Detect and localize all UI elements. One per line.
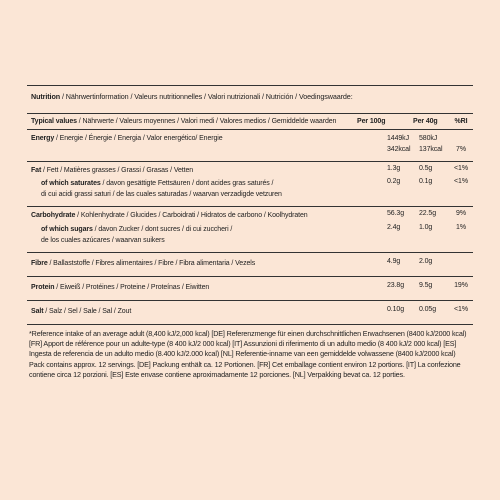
- saturates-label-bold: of which saturates: [41, 180, 101, 187]
- fat-label-rest: / Fett / Matières grasses / Grassi / Grasas / Vetten: [41, 167, 194, 174]
- servings-note: Pack contains approx. 12 servings. [DE] Packung enthält ca. 12 Portionen. [FR] Cet emballage contient environ 12 portions. [IT] La confezione contiene circa 12 porzioni. [ES] Este envase contiene aproximadamente 12 porciones. [NL] Verpakking bevat ca. 12 porties.: [29, 360, 461, 380]
- energy-kj-per100: 1449kJ: [387, 135, 409, 142]
- fibre-label: [27, 253, 353, 277]
- table-header-row: [27, 114, 473, 130]
- fibre-label-bold: Fibre: [31, 260, 48, 267]
- fat-label: [27, 162, 353, 177]
- fat-per40: 0.5g: [419, 165, 433, 172]
- fibre-label-rest: / Ballaststoffe / Fibres alimentaires / Fibre / Fibra alimentaria / Vezels: [47, 260, 256, 267]
- carbohydrate-label: [27, 207, 353, 222]
- carbohydrate-per40: 22.5g: [419, 210, 437, 217]
- table-row-fibre: [27, 253, 473, 277]
- typical-values-header: [27, 114, 353, 130]
- sugars-per100: 2.4g: [353, 221, 409, 253]
- fat-per100: 1.3g: [387, 165, 401, 172]
- protein-per40: 9.5g: [409, 277, 449, 301]
- nutrition-panel: [27, 85, 473, 382]
- protein-label-bold: Protein: [31, 284, 55, 291]
- fibre-per100: 4.9g: [353, 253, 409, 277]
- fibre-per40: 2.0g: [409, 253, 449, 277]
- protein-per100: 23.8g: [353, 277, 409, 301]
- nutrition-table: [27, 114, 473, 325]
- carbohydrate-label-rest: / Kohlenhydrate / Glucides / Carboidrati / Hidratos de carbono / Koolhydraten: [75, 212, 308, 219]
- energy-kj-per40: 580kJ: [419, 135, 438, 142]
- footnotes: [27, 325, 473, 380]
- energy-ri: [449, 130, 473, 162]
- carbohydrate-label-bold: Carbohydrate: [31, 212, 76, 219]
- saturates-label-line2: di cui acidi grassi saturi / de las cuales saturadas / waarvan verzadigde vetzuren: [41, 191, 282, 198]
- table-row-saturates: [27, 176, 473, 207]
- salt-per40: 0.05g: [409, 301, 449, 325]
- sugars-label-rest: / davon Zucker / dont sucres / di cui zuccheri /: [92, 226, 233, 233]
- salt-label-bold: Salt: [31, 308, 44, 315]
- table-row-salt: [27, 301, 473, 325]
- per100-header: Per 100g: [353, 114, 409, 130]
- energy-kcal-per100: 342kcal: [387, 146, 411, 153]
- energy-label: [27, 130, 353, 162]
- table-row-energy: [27, 130, 473, 162]
- table-row-carbohydrate: [27, 207, 473, 222]
- fat-label-bold: Fat: [31, 167, 42, 174]
- sugars-per40: 1.0g: [409, 221, 449, 253]
- saturates-label-rest: / davon gesättigte Fettsäuren / dont acides gras saturés /: [100, 180, 274, 187]
- saturates-per40: 0.1g: [409, 176, 449, 207]
- typical-values-rest: / Nährwerte / Valeurs moyennes / Valori medi / Valores medios / Gemiddelde waarden: [76, 118, 337, 125]
- sugars-label-line2: de los cuales azúcares / waarvan suikers: [41, 237, 165, 244]
- nutrition-header-rest: / Nährwertinformation / Valeurs nutritionnelles / Valori nutrizionali / Nutrición / Voedingswaarde:: [60, 92, 353, 101]
- nutrition-header-bold: Nutrition: [31, 92, 61, 101]
- energy-ri-value: 7%: [456, 146, 466, 153]
- energy-per100: [353, 130, 409, 162]
- table-row-fat: [27, 162, 473, 177]
- ri-header: %RI: [449, 114, 473, 130]
- protein-label: [27, 277, 353, 301]
- protein-label-rest: / Eiweiß / Protéines / Proteine / Proteínas / Eiwitten: [54, 284, 210, 291]
- carbohydrate-per100: 56.3g: [387, 210, 405, 217]
- energy-label-bold: Energy: [31, 135, 55, 142]
- energy-per40: [409, 130, 449, 162]
- fibre-ri: [449, 253, 473, 277]
- sugars-ri: 1%: [449, 221, 473, 253]
- salt-per100: 0.10g: [353, 301, 409, 325]
- sugars-label-bold: of which sugars: [41, 226, 93, 233]
- reference-intake-note: *Reference intake of an average adult (8,400 kJ/2,000 kcal) [DE] Referenzmenge für einen durchschnittlichen Erwachsenen (8400 kJ/2000 kcal) [FR] Apport de référence pour un adulte-type (8 400 kJ/2 000 kcal) [IT] Assunzioni di riferimento di un adulto medio (8 400 kJ/2 000 kcal) [ES] Ingesta de referencia de un adulto medio (8.400 kJ/2.000 kcal) [NL] Referentie-inname van een gemiddelde volwassene (8400 kJ/2000 kcal): [29, 329, 467, 358]
- sugars-label: [27, 221, 353, 253]
- saturates-ri: <1%: [449, 176, 473, 207]
- saturates-per100: 0.2g: [353, 176, 409, 207]
- table-row-sugars: [27, 221, 473, 253]
- nutrition-header: [27, 85, 473, 114]
- carbohydrate-ri: 9%: [456, 210, 466, 217]
- energy-kcal-per40: 137kcal: [419, 146, 443, 153]
- fat-ri: <1%: [454, 165, 468, 172]
- typical-values-bold: Typical values: [31, 118, 77, 125]
- saturates-label: [27, 176, 353, 207]
- table-row-protein: [27, 277, 473, 301]
- salt-label: [27, 301, 353, 325]
- protein-ri: 19%: [449, 277, 473, 301]
- salt-ri: <1%: [449, 301, 473, 325]
- per40-header: Per 40g: [409, 114, 449, 130]
- salt-label-rest: / Salz / Sel / Sale / Sal / Zout: [43, 308, 132, 315]
- energy-label-rest: / Energie / Énergie / Energia / Valor energético/ Energie: [54, 135, 223, 142]
